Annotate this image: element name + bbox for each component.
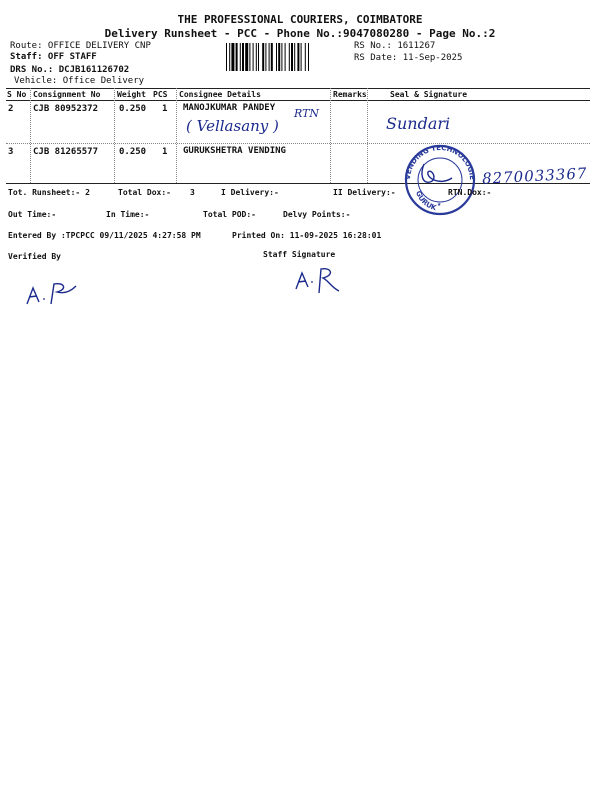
row-weight: 0.250	[119, 147, 147, 157]
table-header-rule	[6, 100, 590, 101]
barcode-bar	[294, 43, 295, 71]
column-divider	[330, 88, 331, 183]
staff-label: Staff: OFF STAFF	[10, 52, 97, 62]
barcode-bar	[265, 43, 266, 71]
total-dox-label: Total Dox:-	[118, 188, 171, 197]
vehicle-label: Vehicle: Office Delivery	[14, 76, 145, 86]
rtn-dox-label: RTN.Dox:-	[448, 188, 492, 197]
barcode-image	[226, 43, 348, 71]
entered-by: Entered By :TPCPCC 09/11/2025 4:27:58 PM	[8, 231, 201, 240]
row-sno: 3	[8, 147, 14, 157]
barcode-bar	[229, 43, 230, 71]
barcode-bar	[256, 43, 257, 71]
row-weight: 0.250	[119, 104, 147, 114]
table-top-rule	[6, 88, 590, 89]
rs-number: RS No.: 1611267	[354, 41, 436, 51]
barcode-bar	[285, 43, 286, 71]
route-label: Route: OFFICE DELIVERY CNP	[10, 41, 151, 51]
company-title: THE PROFESSIONAL COURIERS, COIMBATORE	[177, 13, 423, 26]
staff-signature-label: Staff Signature	[263, 250, 336, 259]
column-divider	[114, 88, 115, 183]
barcode-bar	[226, 43, 227, 71]
header-remarks: Remarks	[333, 90, 367, 99]
verified-by-label: Verified By	[8, 252, 61, 261]
barcode-bar	[231, 43, 234, 71]
row-pcs: 1	[162, 147, 168, 157]
total-dox-value: 3	[190, 188, 195, 197]
stamp-signature	[418, 160, 458, 190]
handwritten-rtn: RTN	[294, 107, 320, 120]
row-sno: 2	[8, 104, 14, 114]
barcode-bar	[245, 43, 248, 71]
svg-text:GURUK: GURUK	[413, 189, 438, 213]
header-weight: Weight	[117, 90, 146, 99]
column-divider	[176, 88, 177, 183]
row-consignee: MANOJKUMAR PANDEY	[183, 103, 276, 113]
barcode-bar	[258, 43, 259, 71]
rs-date: RS Date: 11-Sep-2025	[354, 53, 463, 63]
barcode-bar	[253, 43, 254, 71]
barcode-bar	[278, 43, 280, 71]
header-sno: S No	[7, 90, 27, 99]
delvy-points-label: Delvy Points:-	[283, 210, 351, 219]
column-divider	[30, 88, 31, 183]
svg-text:★: ★	[437, 200, 442, 208]
row-consignment: CJB 81265577	[33, 147, 99, 157]
total-pod-label: Total POD:-	[203, 210, 256, 219]
barcode-bar	[276, 43, 277, 71]
drs-number: DRS No.: DCJB161126702	[10, 65, 130, 75]
in-time-label: In Time:-	[106, 210, 150, 219]
barcode-bar	[289, 43, 290, 71]
row-consignment: CJB 80952372	[33, 104, 99, 114]
barcode-bar	[281, 43, 282, 71]
svg-text:VENDING TECHNOLOGIES PVT LTD: VENDING TECHNOLOGIES PVT LTD	[397, 134, 477, 181]
barcode-bar	[262, 43, 264, 71]
handwritten-note: ( Vellasany )	[186, 117, 279, 135]
printed-on: Printed On: 11-09-2025 16:28:01	[232, 231, 382, 240]
barcode-bar	[308, 43, 309, 71]
barcode-bar	[242, 43, 244, 71]
barcode-bar	[269, 43, 270, 71]
handwritten-phone: 8270033367	[481, 164, 588, 188]
i-delivery-label: I Delivery:-	[221, 188, 279, 197]
verifier-signature	[24, 278, 84, 308]
barcode-bar	[236, 43, 238, 71]
recipient-signature: Sundari	[386, 114, 451, 133]
barcode-bar	[271, 43, 273, 71]
header-seal-signature: Seal & Signature	[390, 90, 468, 99]
barcode-bar	[240, 43, 241, 71]
total-runsheet: Tot. Runsheet:- 2	[8, 188, 90, 197]
row-consignee: GURUKSHETRA VENDING	[183, 146, 286, 156]
ii-delivery-label: II Delivery:-	[333, 188, 396, 197]
header-consignment: Consignment No	[33, 90, 101, 99]
header-consignee: Consignee Details	[179, 90, 261, 99]
column-divider	[367, 88, 368, 183]
barcode-bar	[305, 43, 306, 71]
barcode-bar	[301, 43, 302, 71]
staff-signature	[293, 265, 353, 295]
barcode-bar	[297, 43, 299, 71]
row-divider	[6, 143, 590, 144]
row-pcs: 1	[162, 104, 168, 114]
barcode-bar	[291, 43, 293, 71]
out-time-label: Out Time:-	[8, 210, 57, 219]
barcode-bar	[249, 43, 250, 71]
header-pcs: PCS	[153, 90, 168, 99]
runsheet-subtitle: Delivery Runsheet - PCC - Phone No.:9047080280 - Page No.:2	[104, 27, 496, 40]
